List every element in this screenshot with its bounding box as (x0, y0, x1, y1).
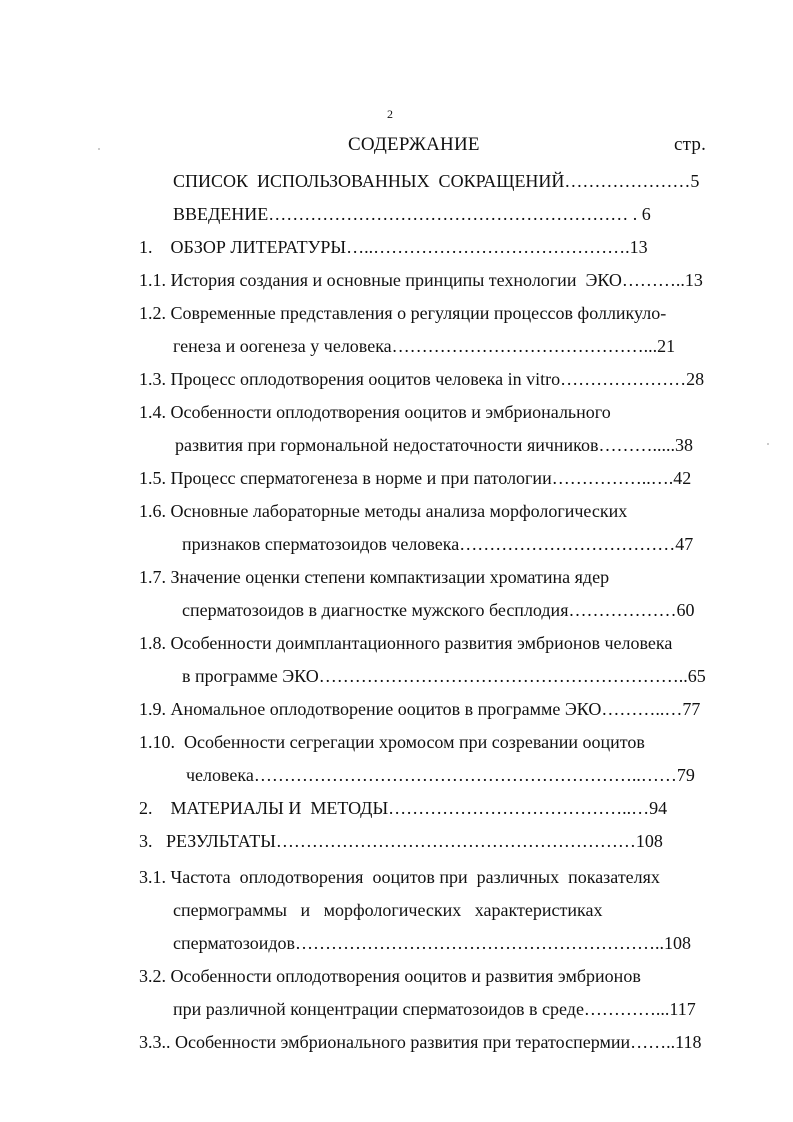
toc-line-1-6: 1.6. Основные лабораторные методы анализа морфологических (139, 501, 628, 521)
toc-line-3-1: 3.1. Частота оплодотворения ооцитов при различных показателях (139, 867, 660, 887)
toc-line-1-8-cont: в программе ЭКО……………………………………………………..65 (182, 666, 706, 686)
toc-line-3-2: 3.2. Особенности оплодотворения ооцитов и развития эмбрионов (139, 966, 641, 986)
toc-line-abbreviations: СПИСОК ИСПОЛЬЗОВАННЫХ СОКРАЩЕНИЙ…………………5 (173, 171, 700, 191)
toc-line-1-8: 1.8. Особенности доимплантационного развития эмбрионов человека (139, 633, 673, 653)
toc-line-1-5: 1.5. Процесс сперматогенеза в норме и при патологии……………..….42 (139, 468, 692, 488)
toc-line-1-7: 1.7. Значение оценки степени компактизации хроматина ядер (139, 567, 610, 587)
page-column-label: стр. (674, 134, 707, 155)
scan-speck (98, 148, 100, 150)
toc-line-3-2-cont: при различной концентрации сперматозоидов в среде…………...117 (173, 999, 696, 1019)
toc-line-1-4-cont: развития при гормональной недостаточности яичников……….....38 (175, 435, 694, 455)
toc-line-chapter-2: 2. МАТЕРИАЛЫ И МЕТОДЫ…………………………………..…94 (139, 798, 668, 818)
toc-line-chapter-1: 1. ОБЗОР ЛИТЕРАТУРЫ…..…………………………………….13 (139, 237, 648, 257)
toc-line-1-10-cont: человека………………………………………………………..……79 (186, 765, 695, 785)
toc-line-1-2-cont: генеза и оогенеза у человека……………………………………...21 (173, 336, 676, 356)
toc-line-1-1: 1.1. История создания и основные принципы технологии ЭКО………..13 (139, 270, 703, 290)
page-number: 2 (387, 107, 393, 121)
toc-line-introduction: ВВЕДЕНИЕ…………………………………………………… . 6 (173, 204, 651, 224)
toc-line-1-4: 1.4. Особенности оплодотворения ооцитов и эмбрионального (139, 402, 611, 422)
toc-line-1-2: 1.2. Современные представления о регуляции процессов фолликуло- (139, 303, 667, 323)
toc-line-1-3: 1.3. Процесс оплодотворения ооцитов человека in vitro…………………28 (139, 369, 705, 389)
toc-heading: СОДЕРЖАНИЕ (348, 134, 480, 155)
toc-line-3-1-cont-a: спермограммы и морфологических характеристиках (173, 900, 603, 920)
scan-speck (767, 443, 769, 445)
toc-line-3-1-cont-b: сперматозоидов……………………………………………………..108 (173, 933, 692, 953)
toc-line-chapter-3: 3. РЕЗУЛЬТАТЫ……………………………………………………108 (139, 831, 663, 851)
toc-line-1-6-cont: признаков сперматозоидов человека………………………………47 (182, 534, 694, 554)
toc-line-1-7-cont: сперматозоидов в диагностке мужского бесплодия………………60 (182, 600, 695, 620)
toc-line-1-10: 1.10. Особенности сегрегации хромосом при созревании ооцитов (139, 732, 645, 752)
toc-line-1-9: 1.9. Аномальное оплодотворение ооцитов в программе ЭКО………..…77 (139, 699, 701, 719)
toc-line-3-3: 3.3.. Особенности эмбрионального развития при тератоспермии……..118 (139, 1032, 702, 1052)
